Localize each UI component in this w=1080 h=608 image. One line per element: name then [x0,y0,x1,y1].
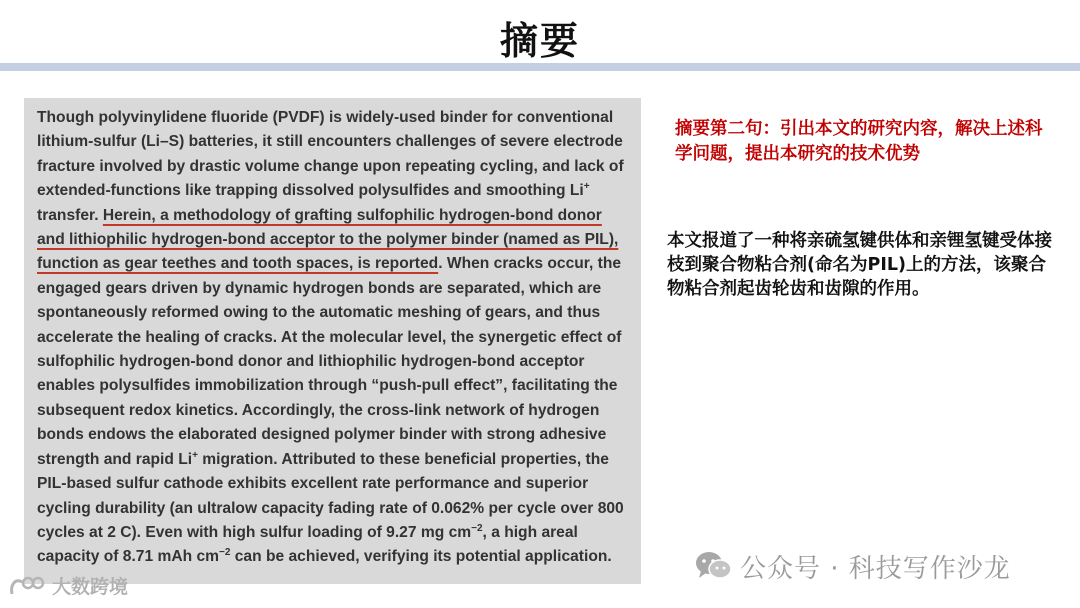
abstract-part-2: transfer. [37,206,103,224]
abstract-part-3: . When cracks occur, the engaged gears driven by dynamic hydrogen bonds are separated, which are spontaneously reformed owing to the automatic meshing of gears, and thus accelerate the healing of cracks. At the molecular level, the synergetic effect of sulfophilic hydrogen-bond donor and lithiophilic hydrogen-bond acceptor enables polysulfides immobilization through “push-pull effect”, facilitating the subsequent redox kinetics. Accordingly, the cross-link network of hydrogen bonds endows the elaborated designed polymer binder with strong adhesive strength and rapid Li [37,255,622,468]
abstract-part-1: Though polyvinylidene fluoride (PVDF) is widely-used binder for conventional lithium-sulfur (Li–S) batteries, it still encounters challenges of severe electrode fracture involved by drastic volume change upon repeating cycling, and lack of extended-functions like trapping dissolved polysulfides and smoothing Li [37,109,624,200]
watermark-text: 公众号 · 科技写作沙龙 [740,553,1011,584]
title-divider [0,63,1080,71]
abstract-text [37,106,631,570]
wechat-icon [694,550,734,582]
superscript: + [192,449,198,461]
corner-logo [8,572,128,599]
superscript: −2 [471,522,483,534]
annotation-translation: 本文报道了一种将亲硫氢键供体和亲锂氢键受体接枝到聚合物粘合剂(命名为PIL)上的方法，该聚合物粘合剂起齿轮齿和齿隙的作用。 [667,231,1052,299]
abstract-highlight: Herein, a methodology of grafting sulfophilic hydrogen-bond donor and lithiophilic hydrogen-bond acceptor to the polymer binder (named as PIL), function as gear teethes and tooth spaces, is reported [37,206,619,273]
superscript: + [583,181,590,193]
annotation-red: 摘要第二句：引出本文的研究内容，解决上述科学问题，提出本研究的技术优势 [675,119,1043,164]
logo-icon [8,574,48,598]
watermark [694,548,1011,584]
abstract-panel [24,98,641,584]
corner-logo-text: 大数跨境 [52,576,129,598]
abstract-part-4: migration. Attributed to these beneficial properties, the PIL-based sulfur cathode exhibits excellent rate performance and superior cycling durability (an ultralow capacity fading rate of 0.062% per cycle over 800 cycles at 2 C). Even with high sulfur loading of 9.27 mg cm [37,450,624,541]
abstract-part-6: can be achieved, verifying its potential application. [230,548,612,566]
abstract-part-5: , a high areal capacity of 8.71 mAh cm [37,523,578,566]
superscript: −2 [219,547,231,559]
slide-title: 摘要 [499,19,580,63]
